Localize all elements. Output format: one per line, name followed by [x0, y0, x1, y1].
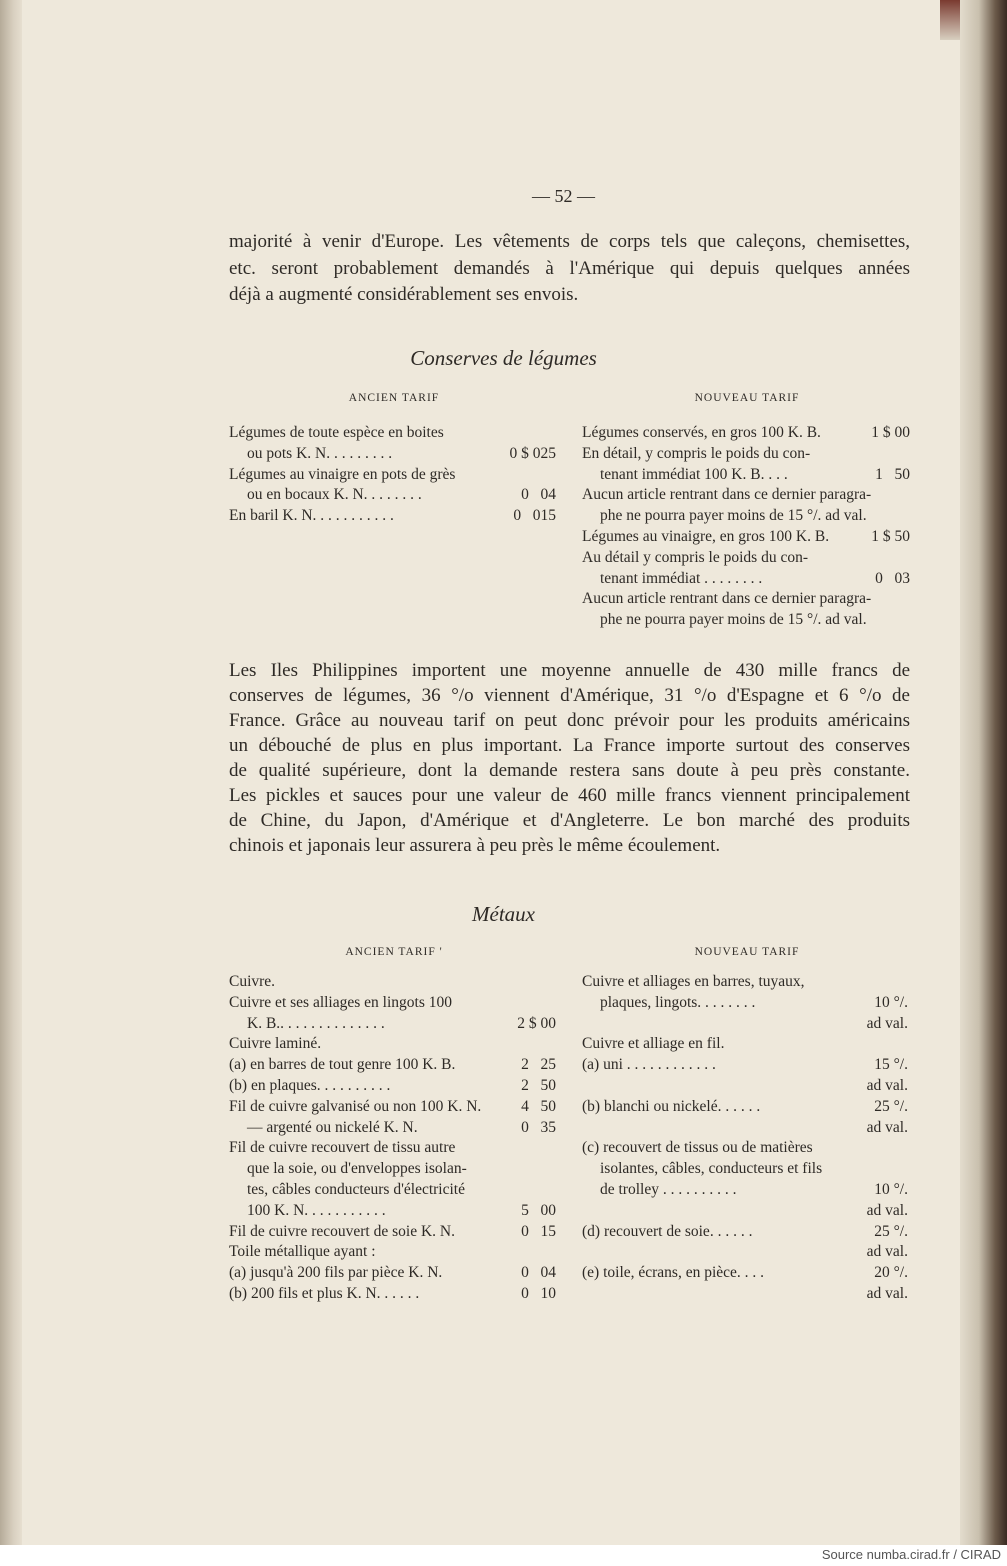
tariff-row [229, 1181, 556, 1202]
tariff-row [582, 1181, 908, 1202]
tariff-label: Fil de cuivre recouvert de tissu autre [229, 1139, 456, 1157]
tariff-value: 25 °/. [874, 1222, 908, 1240]
tariff-label: (a) jusqu'à 200 fils par pièce K. N. [229, 1264, 443, 1282]
tariff-value: ad val. [866, 1077, 908, 1094]
tariff-label: phe ne pourra payer moins de 15 °/. ad val. [600, 611, 867, 629]
text-line: de qualité supérieure, dont la demande restera sans doute à peu près constante. [229, 760, 910, 781]
tariff-value: ad val. [866, 1243, 908, 1261]
tariff-label: Au détail y compris le poids du con- [582, 548, 808, 566]
tariff-row [582, 1160, 908, 1181]
tariff-row [582, 1285, 908, 1306]
tariff-row [582, 994, 908, 1015]
tariff-label: tes, câbles conducteurs d'électricité [247, 1181, 465, 1198]
tariff-value: 10 °/. [874, 993, 908, 1011]
tariff-row [582, 445, 910, 466]
tariff-value: 15 °/. [874, 1056, 908, 1074]
tariff-value: 0 10 [521, 1285, 556, 1302]
tariff-label: plaques, lingots. . . . . . . . [600, 993, 756, 1011]
tariff-row [582, 1202, 908, 1223]
tariff-value: ad val. [866, 1201, 908, 1219]
tariff-label: — argenté ou nickelé K. N. [247, 1118, 418, 1136]
tariff-value: 2 $ 00 [517, 1014, 556, 1032]
tariff-label: K. B.. . . . . . . . . . . . . . [247, 1014, 385, 1032]
tariff-label: Cuivre. [229, 973, 276, 990]
tariff-row [582, 466, 910, 487]
tariff-row [582, 1098, 908, 1119]
tariff-row [229, 1077, 556, 1098]
tariff-row [229, 1202, 556, 1223]
tariff-label: (b) blanchi ou nickelé. . . . . . [582, 1097, 761, 1115]
tariff-label: Légumes conservés, en gros 100 K. B. [582, 424, 821, 441]
tariff-label: 100 K. N. . . . . . . . . . . [247, 1201, 386, 1219]
tariff-label: Aucun article rentrant dans ce dernier paragra- [582, 590, 872, 608]
tariff-row [582, 1223, 908, 1244]
tariff-row [582, 973, 908, 994]
text-line: etc. seront probablement demandés à l'Amérique qui depuis quelques années [229, 257, 910, 279]
tariff-value: 5 00 [521, 1201, 556, 1219]
tariff-label: (e) toile, écrans, en pièce. . . . [582, 1264, 765, 1282]
tariff-row [229, 466, 556, 487]
tariff-row [229, 1015, 556, 1036]
tariff-row [582, 590, 910, 611]
tariff-row [582, 1035, 908, 1056]
text-line: Les Iles Philippines importent une moyenne annuelle de 430 mille francs de [229, 660, 910, 681]
tariff-row [229, 1223, 556, 1244]
tariff-label: isolantes, câbles, conducteurs et fils [600, 1160, 823, 1178]
tariff-label: tenant immédiat 100 K. B. . . . [600, 465, 788, 483]
tariff-label: Légumes au vinaigre, en gros 100 K. B. [582, 528, 830, 545]
tariff-value: 20 °/. [874, 1264, 908, 1282]
tariff-label: (b) 200 fils et plus K. N. . . . . . [229, 1285, 420, 1302]
nouveau-tarif-header: NOUVEAU TARIF [694, 946, 800, 958]
tariff-label: Toile métallique ayant : [229, 1243, 376, 1261]
tariff-row [582, 1056, 908, 1077]
tariff-label: phe ne pourra payer moins de 15 °/. ad val. [600, 507, 867, 525]
tariff-label: Cuivre et alliage en fil. [582, 1035, 725, 1053]
text-line: de Chine, du Japon, d'Amérique et d'Angleterre. Le bon marché des produits [229, 810, 910, 831]
tariff-row [229, 1139, 556, 1160]
tariff-value: 4 50 [521, 1097, 556, 1115]
tariff-row [582, 1139, 908, 1160]
source-credit: Source numba.cirad.fr / CIRAD [821, 1547, 1001, 1562]
tariff-row [582, 1119, 908, 1140]
tariff-row [582, 549, 910, 570]
tariff-row [229, 1243, 556, 1264]
tariff-value: 2 25 [521, 1056, 556, 1074]
text-line: un débouché de plus en plus important. La France importe surtout des conserves [229, 735, 910, 756]
tariff-row [229, 1056, 556, 1077]
tariff-label: (c) recouvert de tissus ou de matières [582, 1139, 813, 1157]
tariff-value: 0 015 [513, 507, 556, 525]
tariff-row [582, 507, 910, 528]
tariff-row [229, 1119, 556, 1140]
tariff-label: Fil de cuivre recouvert de soie K. N. [229, 1222, 455, 1240]
tariff-value: ad val. [866, 1014, 908, 1032]
tariff-row [229, 424, 556, 445]
section-title-metaux: Métaux [472, 902, 535, 926]
tariff-row [229, 1264, 556, 1285]
left-page-edge [0, 0, 22, 1545]
tariff-label: Cuivre et ses alliages en lingots 100 [229, 993, 452, 1011]
tariff-row [582, 1264, 908, 1285]
tariff-value: 0 35 [521, 1118, 556, 1136]
tariff-value: 2 50 [521, 1077, 556, 1094]
tariff-label: ou pots K. N. . . . . . . . . [247, 444, 393, 462]
tariff-value: 0 15 [521, 1222, 556, 1240]
tariff-row [582, 424, 910, 445]
tariff-label: Cuivre laminé. [229, 1035, 322, 1053]
text-line: majorité à venir d'Europe. Les vêtements de corps tels que caleçons, chemisettes, [229, 231, 910, 252]
tariff-value: 1 $ 00 [871, 424, 910, 441]
tariff-label: Cuivre et alliages en barres, tuyaux, [582, 973, 805, 990]
section-title-conserves: Conserves de légumes [410, 346, 597, 370]
tariff-value: 25 °/. [874, 1097, 908, 1115]
tariff-label: (d) recouvert de soie. . . . . . [582, 1222, 753, 1240]
page-number: — 52 — [532, 186, 595, 206]
tariff-value: 1 $ 50 [871, 528, 910, 545]
tariff-label: Aucun article rentrant dans ce dernier paragra- [582, 486, 872, 504]
tariff-label: Fil de cuivre galvanisé ou non 100 K. N. [229, 1097, 482, 1115]
tariff-value: 1 50 [875, 465, 910, 483]
text-line: Les pickles et sauces pour une valeur de 460 mille francs viennent principalement [229, 785, 910, 806]
tariff-value: 10 °/. [874, 1181, 908, 1198]
tariff-row [229, 1098, 556, 1119]
tariff-row [582, 1015, 908, 1036]
tariff-row [582, 1077, 908, 1098]
tariff-label: tenant immédiat . . . . . . . . [600, 569, 763, 587]
tariff-row [582, 611, 910, 632]
tariff-value: 0 03 [875, 569, 910, 587]
text-line: France. Grâce au nouveau tarif on peut donc prévoir pour les produits américains [229, 710, 910, 731]
tariff-row [229, 1285, 556, 1306]
text-line: déjà a augmenté considérablement ses envois. [229, 284, 579, 305]
ancien-tarif-header: ANCIEN TARIF ' [345, 946, 443, 958]
tariff-row [582, 528, 910, 549]
tariff-label: ou en bocaux K. N. . . . . . . . [247, 486, 422, 504]
tariff-label: (a) uni . . . . . . . . . . . . [582, 1056, 716, 1074]
right-binding-edge [960, 0, 1007, 1545]
tariff-row [582, 486, 910, 507]
tariff-value: 0 $ 025 [509, 444, 556, 462]
tariff-label: (b) en plaques. . . . . . . . . . [229, 1077, 391, 1094]
tariff-row [229, 1160, 556, 1181]
tariff-value: 0 04 [521, 1264, 556, 1282]
tariff-label: (a) en barres de tout genre 100 K. B. [229, 1056, 456, 1074]
tariff-row [229, 486, 556, 507]
tariff-row [582, 1243, 908, 1264]
tariff-row [229, 994, 556, 1015]
tariff-label: En détail, y compris le poids du con- [582, 444, 811, 462]
tariff-row [229, 507, 556, 528]
tariff-value: 0 04 [521, 486, 556, 504]
tariff-label: Légumes de toute espèce en boites [229, 424, 444, 441]
tariff-row [229, 973, 556, 994]
tariff-label: Légumes au vinaigre en pots de grès [229, 465, 456, 483]
tariff-label: de trolley . . . . . . . . . . [600, 1181, 737, 1198]
tariff-row [229, 1035, 556, 1056]
tariff-value: ad val. [866, 1285, 908, 1302]
tariff-label: que la soie, ou d'enveloppes isolan- [247, 1160, 467, 1178]
text-line: conserves de légumes, 36 °/o viennent d'Amérique, 31 °/o d'Espagne et 6 °/o de [229, 685, 910, 706]
tariff-row [229, 445, 556, 466]
tariff-value: ad val. [866, 1118, 908, 1136]
text-line: chinois et japonais leur assurera à peu près le même écoulement. [229, 835, 721, 856]
ancien-tarif-header: ANCIEN TARIF [348, 392, 440, 404]
nouveau-tarif-header: NOUVEAU TARIF [694, 392, 800, 404]
tariff-label: En baril K. N. . . . . . . . . . . [229, 507, 394, 525]
tariff-row [582, 570, 910, 591]
